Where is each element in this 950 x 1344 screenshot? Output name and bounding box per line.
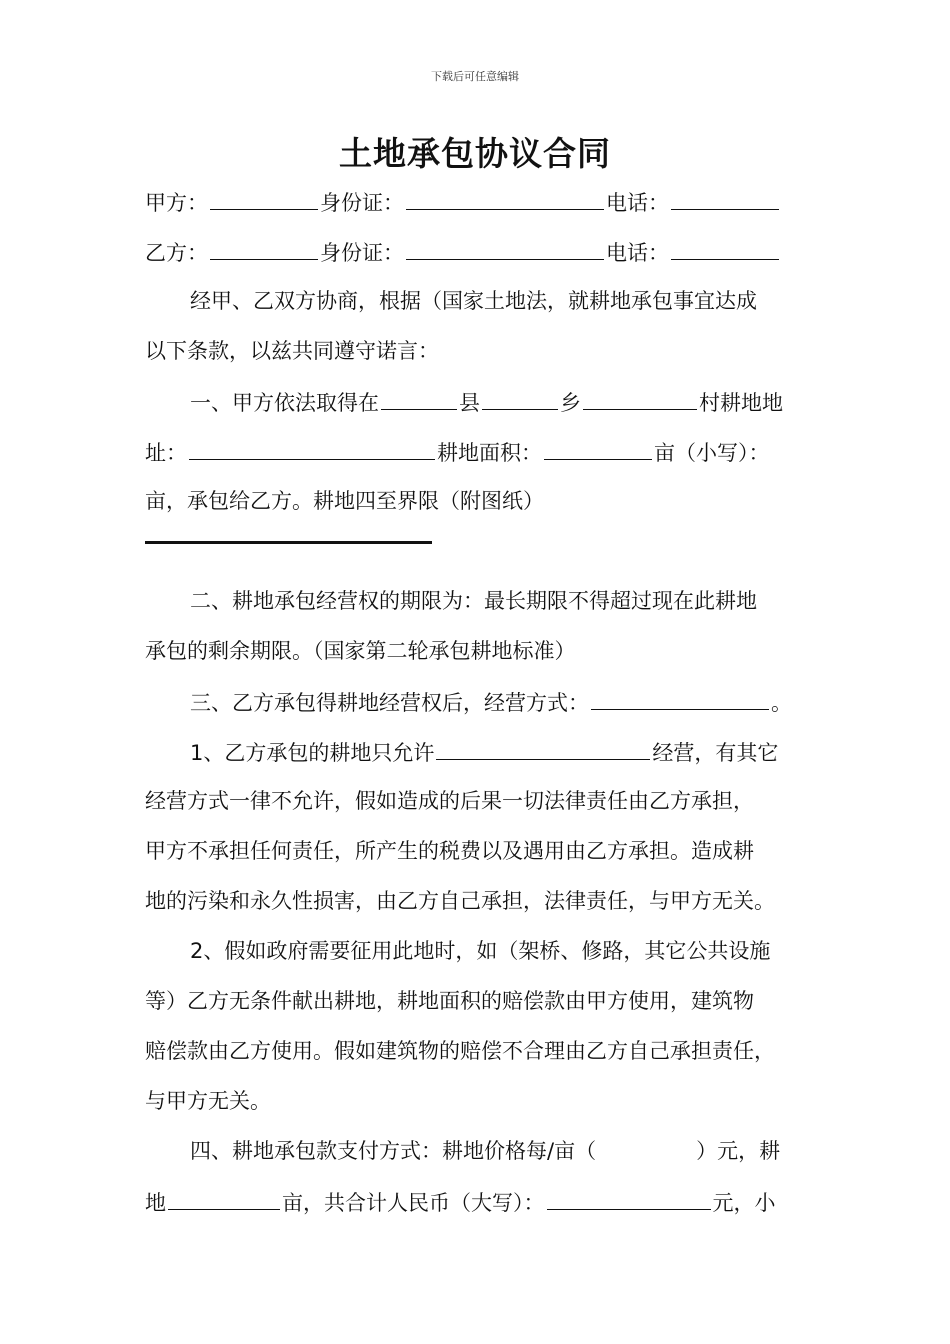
item2-line-2: 等）乙方无条件献出耕地，耕地面积的赔偿款由甲方使用，建筑物 xyxy=(145,989,754,1013)
area-label: 耕地面积： xyxy=(437,441,542,465)
party-a-id-label: 身份证： xyxy=(320,191,404,215)
party-b-phone-label: 电话： xyxy=(606,241,669,265)
party-a-line xyxy=(145,183,825,233)
allowed-operation-blank[interactable] xyxy=(436,733,650,760)
amount-words-blank[interactable] xyxy=(547,1183,711,1210)
operation-mode-blank[interactable] xyxy=(591,683,769,710)
village-label: 村耕地地 xyxy=(699,391,783,415)
party-a-phone-label: 电话： xyxy=(606,191,669,215)
item1-text-post: 经营，有其它 xyxy=(652,741,779,765)
clause4-line-2 xyxy=(145,1183,825,1233)
clause4-text-post: ）元，耕 xyxy=(696,1139,781,1163)
clause3-end: 。 xyxy=(771,691,792,715)
party-b-label: 乙方： xyxy=(145,241,208,265)
mu-small-label: 亩（小写）： xyxy=(654,441,770,465)
township-label: 乡 xyxy=(560,391,581,415)
mu-total-label: 亩，共合计人民币（大写）： xyxy=(282,1191,545,1215)
item2-line-1 xyxy=(145,933,825,983)
county-blank[interactable] xyxy=(381,383,457,410)
party-b-id-blank[interactable] xyxy=(406,233,604,260)
document-title: 土地承包协议合同 xyxy=(339,134,611,173)
total-mu-blank[interactable] xyxy=(168,1183,280,1210)
item1-text: 、乙方承包的耕地只允许 xyxy=(203,741,435,765)
document-body xyxy=(145,183,825,1233)
township-blank[interactable] xyxy=(482,383,558,410)
item2-line-3: 赔偿款由乙方使用。假如建筑物的赔偿不合理由乙方自己承担责任， xyxy=(145,1039,775,1063)
area-blank[interactable] xyxy=(544,433,652,460)
address-label: 址： xyxy=(145,441,187,465)
clause3-line xyxy=(145,683,825,733)
party-b-name-blank[interactable] xyxy=(210,233,318,260)
party-b-phone-blank[interactable] xyxy=(671,233,779,260)
party-a-phone-blank[interactable] xyxy=(671,183,779,210)
intro-line-2: 以下条款，以兹共同遵守诺言： xyxy=(145,339,439,363)
village-blank[interactable] xyxy=(583,383,697,410)
clause1-line-3: 亩，承包给乙方。耕地四至界限（附图纸） xyxy=(145,489,544,513)
land-label: 地 xyxy=(145,1191,166,1215)
item1-line-3: 甲方不承担任何责任，所产生的税费以及遇用由乙方承担。造成耕 xyxy=(145,839,754,863)
party-b-line xyxy=(145,233,825,283)
party-a-label: 甲方： xyxy=(145,191,208,215)
item2-number: 2 xyxy=(190,939,204,963)
clause1-line-2 xyxy=(145,433,825,483)
party-b-id-label: 身份证： xyxy=(320,241,404,265)
item2-text: 、假如政府需要征用此地时，如（架桥、修路，其它公共设施 xyxy=(203,939,771,963)
address-blank[interactable] xyxy=(189,433,435,460)
yuan-small-label: 元，小 xyxy=(712,1191,776,1215)
clause3-text: 三、乙方承包得耕地经营权后，经营方式： xyxy=(190,691,589,715)
party-a-name-blank[interactable] xyxy=(210,183,318,210)
clause2-line-1: 二、耕地承包经营权的期限为：最长期限不得超过现在此耕地 xyxy=(190,589,757,613)
page-header: 下载后可任意编辑 xyxy=(431,70,519,83)
clause1-line-1 xyxy=(145,383,825,433)
item1-line-1 xyxy=(145,733,825,783)
clause4-text: 四、耕地承包款支付方式：耕地价格每/亩（ xyxy=(190,1139,597,1163)
county-label: 县 xyxy=(459,391,480,415)
clause4-line-1 xyxy=(145,1133,825,1183)
intro-line-1: 经甲、乙双方协商，根据（国家土地法，就耕地承包事宜达成 xyxy=(190,289,757,313)
item1-line-2: 经营方式一律不允许，假如造成的后果一切法律责任由乙方承担， xyxy=(145,789,754,813)
item1-number: 1 xyxy=(190,741,204,765)
boundary-rule-line xyxy=(145,541,432,544)
clause1-text: 一、甲方依法取得在 xyxy=(190,391,379,415)
clause2-line-2: 承包的剩余期限。（国家第二轮承包耕地标准） xyxy=(145,639,576,663)
item2-line-4: 与甲方无关。 xyxy=(145,1089,271,1113)
party-a-id-blank[interactable] xyxy=(406,183,604,210)
item1-line-4: 地的污染和永久性损害，由乙方自己承担，法律责任，与甲方无关。 xyxy=(145,889,775,913)
